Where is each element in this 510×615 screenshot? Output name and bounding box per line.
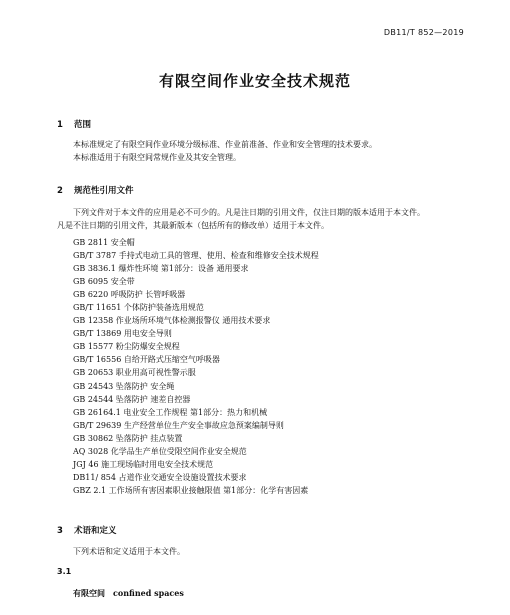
paragraph: 本标准规定了有限空间作业环境分级标准、作业前准备、作业和安全管理的技术要求。 — [73, 140, 377, 149]
section-title: 范围 — [74, 120, 92, 130]
clause-number: 3.1 — [57, 567, 72, 576]
reference-item: GB 20653 职业用高可视性警示服 — [73, 368, 196, 378]
section-number: 1 — [57, 120, 63, 130]
section-2-body — [57, 206, 457, 232]
reference-item: JGJ 46 施工现场临时用电安全技术规范 — [73, 459, 214, 469]
section-1-body — [57, 138, 457, 164]
paragraph: 凡是不注日期的引用文件，其最新版本（包括所有的修改单）适用于本文件。 — [57, 221, 329, 230]
reference-item: GB 26164.1 电业安全工作规程 第1部分：热力和机械 — [73, 407, 268, 417]
paragraph: 下列术语和定义适用于本文件。 — [73, 547, 185, 556]
reference-item: GB 15577 粉尘防爆安全规程 — [73, 342, 180, 352]
reference-item: GB 6220 呼吸防护 长管呼吸器 — [73, 290, 186, 300]
reference-item: GB/T 11651 个体防护装备选用规范 — [73, 303, 204, 313]
reference-item: GB 12358 作业场所环境气体检测报警仪 通用技术要求 — [73, 316, 271, 326]
section-number: 3 — [57, 526, 63, 536]
reference-item: GB/T 3787 手持式电动工具的管理、使用、检查和维修安全技术规程 — [73, 251, 319, 261]
reference-item: GB 6095 安全带 — [73, 277, 135, 287]
paragraph: 本标准适用于有限空间常规作业及其安全管理。 — [73, 153, 241, 162]
section-3-heading — [57, 524, 117, 536]
section-title: 规范性引用文件 — [74, 186, 134, 196]
paragraph: 下列文件对于本文件的应用是必不可少的。凡是注日期的引用文件，仅注日期的版本适用于本文件。 — [73, 208, 425, 217]
document-code: DB11/T 852—2019 — [383, 28, 464, 37]
section-3-body — [57, 545, 457, 558]
reference-item: GB 30862 坠落防护 挂点装置 — [73, 433, 183, 443]
section-1-heading — [57, 118, 91, 130]
reference-item: GB 24543 坠落防护 安全绳 — [73, 381, 175, 391]
normative-references-list — [73, 236, 319, 497]
section-2-heading — [57, 184, 134, 196]
section-number: 2 — [57, 186, 63, 196]
term-chinese: 有限空间 — [73, 588, 105, 598]
section-title: 术语和定义 — [74, 526, 117, 536]
reference-item: GB 24544 坠落防护 速差自控器 — [73, 394, 191, 404]
reference-item: GB/T 13869 用电安全导则 — [73, 329, 172, 339]
term-entry — [73, 588, 184, 599]
document-title: 有限空间作业安全技术规范 — [158, 72, 351, 90]
reference-item: GBZ 2.1 工作场所有害因素职业接触限值 第1部分：化学有害因素 — [73, 485, 309, 495]
term-english: confined spaces — [113, 588, 184, 598]
reference-item: GB 2811 安全帽 — [73, 238, 135, 247]
reference-item: GB/T 29639 生产经营单位生产安全事故应急预案编制导则 — [73, 420, 284, 430]
reference-item: GB/T 16556 自给开路式压缩空气呼吸器 — [73, 355, 220, 365]
reference-item: DB11/ 854 占道作业交通安全设施设置技术要求 — [73, 472, 247, 482]
reference-item: GB 3836.1 爆炸性环境 第1部分：设备 通用要求 — [73, 264, 249, 274]
reference-item: AQ 3028 化学品生产单位受限空间作业安全规范 — [73, 446, 247, 456]
